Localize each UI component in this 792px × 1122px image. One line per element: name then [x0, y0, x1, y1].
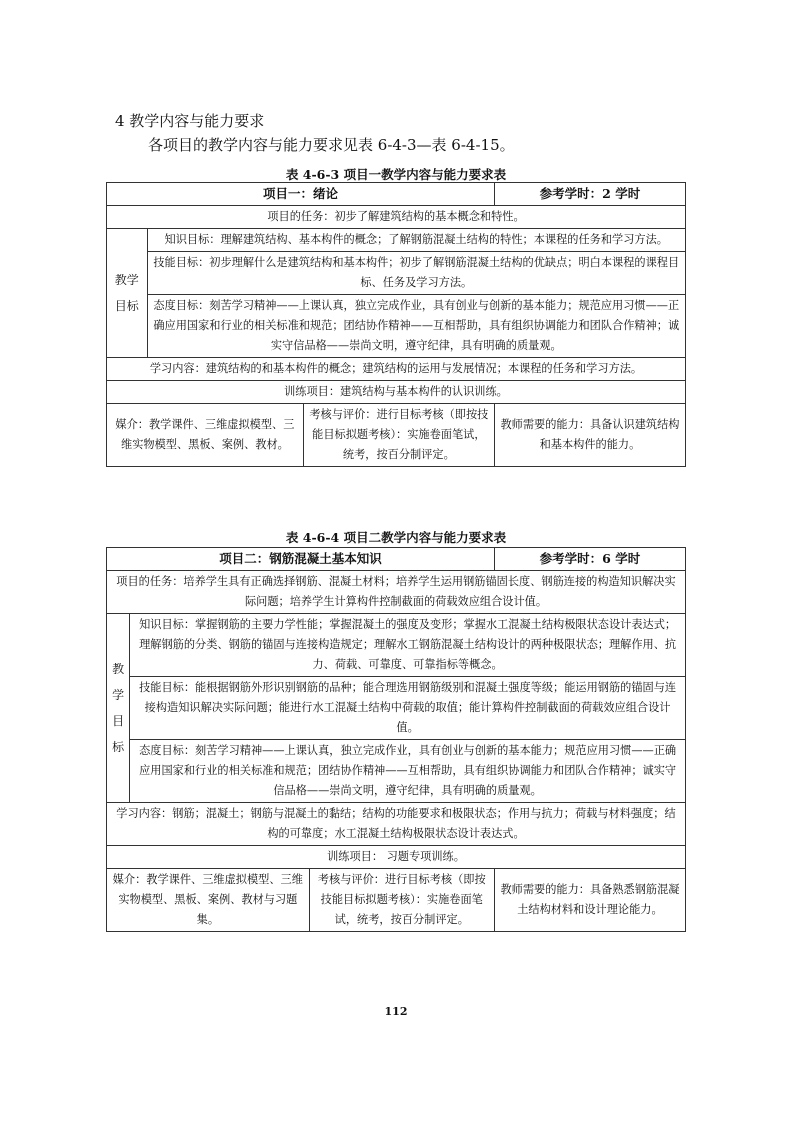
- table1-knowledge-goal: 知识目标：理解建筑结构、基本构件的概念；了解钢筋混凝土结构的特性；本课程的任务和学习方法。: [147, 229, 685, 252]
- page-number: 112: [384, 1005, 408, 1018]
- section-heading: 4 教学内容与能力要求: [115, 112, 265, 130]
- table2-teacher-ability: 教师需要的能力：具备熟悉钢筋混凝土结构材料和设计理论能力。: [494, 869, 685, 932]
- table1-goal-label: 教学目标: [107, 229, 148, 358]
- table1-hours: 参考学时：2 学时: [494, 183, 685, 206]
- table2-learning-content: 学习内容：钢筋；混凝土；钢筋与混凝土的黏结；结构的功能要求和极限状态；作用与抗力；荷载与材料强度；结构的可靠度；水工混凝土结构极限状态设计表达式。: [107, 803, 686, 846]
- table1-caption: 表 4-6-3 项目一教学内容与能力要求表: [285, 167, 507, 182]
- table1-assessment: 考核与评价：进行目标考核（即按技能目标拟题考核）：实施卷面笔试，统考，按百分制评定。: [303, 404, 494, 467]
- table2-attitude-goal: 态度目标：刻苦学习精神——上课认真，独立完成作业，具有创业与创新的基本能力；规范应用习惯——正确应用国家和行业的相关标准和规范；团结协作精神——互相帮助，具有组织协调能力和团队合作精神；诚实守信品格——崇尚文明，遵守纪律，具有明确的质量观。: [130, 740, 686, 803]
- table2-assessment: 考核与评价：进行目标考核（即按技能目标拟题考核）：实施卷面笔试，统考，按百分制评定。: [309, 869, 494, 932]
- table2-goal-label: 教学目标: [107, 614, 130, 803]
- table2-media: 媒介：教学课件、三维虚拟模型、三维实物模型、黑板、案例、教材与习题集。: [107, 869, 310, 932]
- table2-caption: 表 4-6-4 项目二教学内容与能力要求表: [285, 530, 507, 545]
- table1-training: 训练项目：建筑结构与基本构件的认识训练。: [107, 381, 686, 404]
- table2-knowledge-goal: 知识目标：掌握钢筋的主要力学性能；掌握混凝土的强度及变形；掌握水工混凝土结构极限状态设计表达式；理解钢筋的分类、钢筋的锚固与连接构造规定；理解水工钢筋混凝土结构设计的两种极限状态；理解作用、抗力、荷载、可靠度、可靠指标等概念。: [130, 614, 686, 677]
- table2-training: 训练项目： 习题专项训练。: [107, 846, 686, 869]
- table1: [106, 182, 686, 467]
- table1-teacher-ability: 教师需要的能力：具备认识建筑结构和基本构件的能力。: [494, 404, 685, 467]
- table2-task: 项目的任务：培养学生具有正确选择钢筋、混凝土材料；培养学生运用钢筋锚固长度、钢筋连接的构造知识解决实际问题；培养学生计算构件控制截面的荷载效应组合设计值。: [107, 571, 686, 614]
- table2-skill-goal: 技能目标：能根据钢筋外形识别钢筋的品种；能合理选用钢筋级别和混凝土强度等级；能运用钢筋的锚固与连接构造知识解决实际问题；能进行水工混凝土结构中荷载的取值；能计算构件控制截面的荷载效应组合设计值。: [130, 677, 686, 740]
- table1-media: 媒介：教学课件、三维虚拟模型、三维实物模型、黑板、案例、教材。: [107, 404, 304, 467]
- table1-project-title: 项目一：绪论: [107, 183, 495, 206]
- table1-learning-content: 学习内容：建筑结构的和基本构件的概念；建筑结构的运用与发展情况；本课程的任务和学习方法。: [107, 358, 686, 381]
- table2-hours: 参考学时：6 学时: [494, 548, 685, 571]
- table2: [106, 547, 686, 932]
- table1-skill-goal: 技能目标：初步理解什么是建筑结构和基本构件；初步了解钢筋混凝土结构的优缺点；明白本课程的课程目标、任务及学习方法。: [147, 252, 685, 295]
- table1-attitude-goal: 态度目标：刻苦学习精神——上课认真，独立完成作业，具有创业与创新的基本能力；规范应用习惯——正确应用国家和行业的相关标准和规范；团结协作精神——互相帮助，具有组织协调能力和团队合作精神；诚实守信品格——崇尚文明，遵守纪律，具有明确的质量观。: [147, 295, 685, 358]
- table2-project-title: 项目二：钢筋混凝土基本知识: [107, 548, 495, 571]
- section-intro: 各项目的教学内容与能力要求见表 6-4-3—表 6-4-15。: [148, 136, 515, 154]
- table1-task: 项目的任务：初步了解建筑结构的基本概念和特性。: [107, 206, 686, 229]
